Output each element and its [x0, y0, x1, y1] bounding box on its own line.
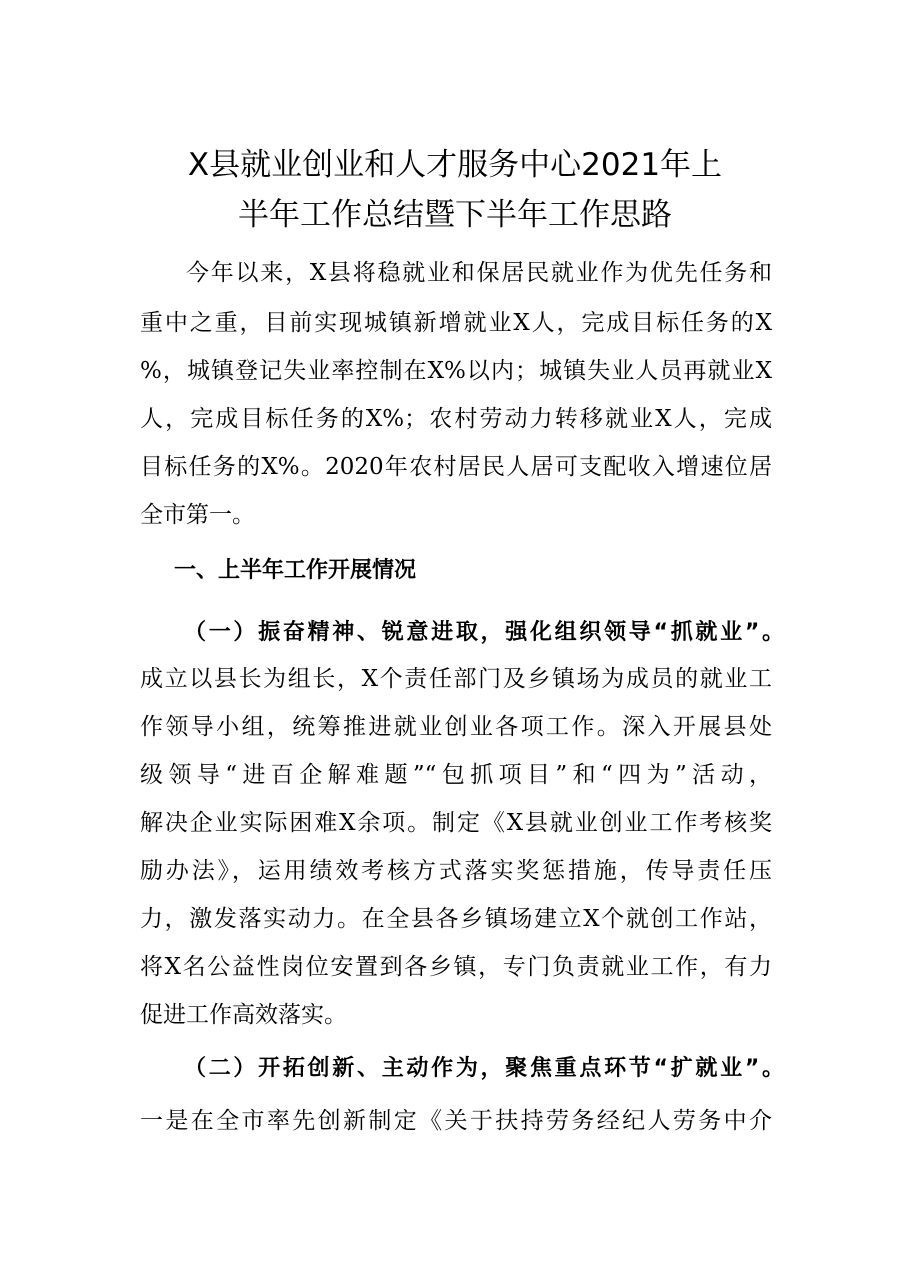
sub1-line-2: 作领导小组，统筹推进就业创业各项工作。深入开展县处 [140, 714, 772, 740]
sub1-line-8: 促进工作高效落实。 [140, 1002, 347, 1028]
sub1-line-6: 力，激发落实动力。在全县各乡镇场建立X个就创工作站， [140, 906, 772, 932]
intro-line-3: %，城镇登记失业率控制在X%以内；城镇失业人员再就业X [140, 358, 772, 384]
document-title-line-2: 半年工作总结暨下半年工作思路 [238, 197, 672, 233]
section-heading: 一、上半年工作开展情况 [174, 558, 417, 583]
sub2-line-1: 一是在全市率先创新制定《关于扶持劳务经纪人劳务中介 [140, 1108, 772, 1134]
sub1-line-3: 级领导“进百企解难题”“包抓项目”和“四为”活动， [140, 762, 772, 788]
intro-line-1: 今年以来，X县将稳就业和保居民就业作为优先任务和 [186, 260, 772, 286]
sub1-line-5: 励办法》，运用绩效考核方式落实奖惩措施，传导责任压 [140, 858, 772, 884]
intro-line-4: 人，完成目标任务的X%；农村劳动力转移就业X人，完成 [140, 406, 772, 432]
sub1-line-1: 成立以县长为组长，X个责任部门及乡镇场为成员的就业工 [140, 666, 772, 692]
sub1-line-7: 将X名公益性岗位安置到各乡镇，专门负责就业工作，有力 [140, 954, 772, 980]
subsection-1-heading: （一）振奋精神、锐意进取，强化组织领导“抓就业”。 [184, 620, 784, 645]
document-title-line-1: X县就业创业和人才服务中心2021年上 [187, 147, 723, 183]
intro-line-2: 重中之重，目前实现城镇新增就业X人，完成目标任务的X [140, 310, 772, 336]
intro-line-6: 全市第一。 [140, 502, 255, 528]
sub1-line-4: 解决企业实际困难X余项。制定《X县就业创业工作考核奖 [140, 810, 772, 836]
intro-line-5: 目标任务的X%。2020年农村居民人居可支配收入增速位居 [140, 454, 772, 480]
subsection-2-heading: （二）开拓创新、主动作为，聚焦重点环节“扩就业”。 [184, 1056, 784, 1081]
